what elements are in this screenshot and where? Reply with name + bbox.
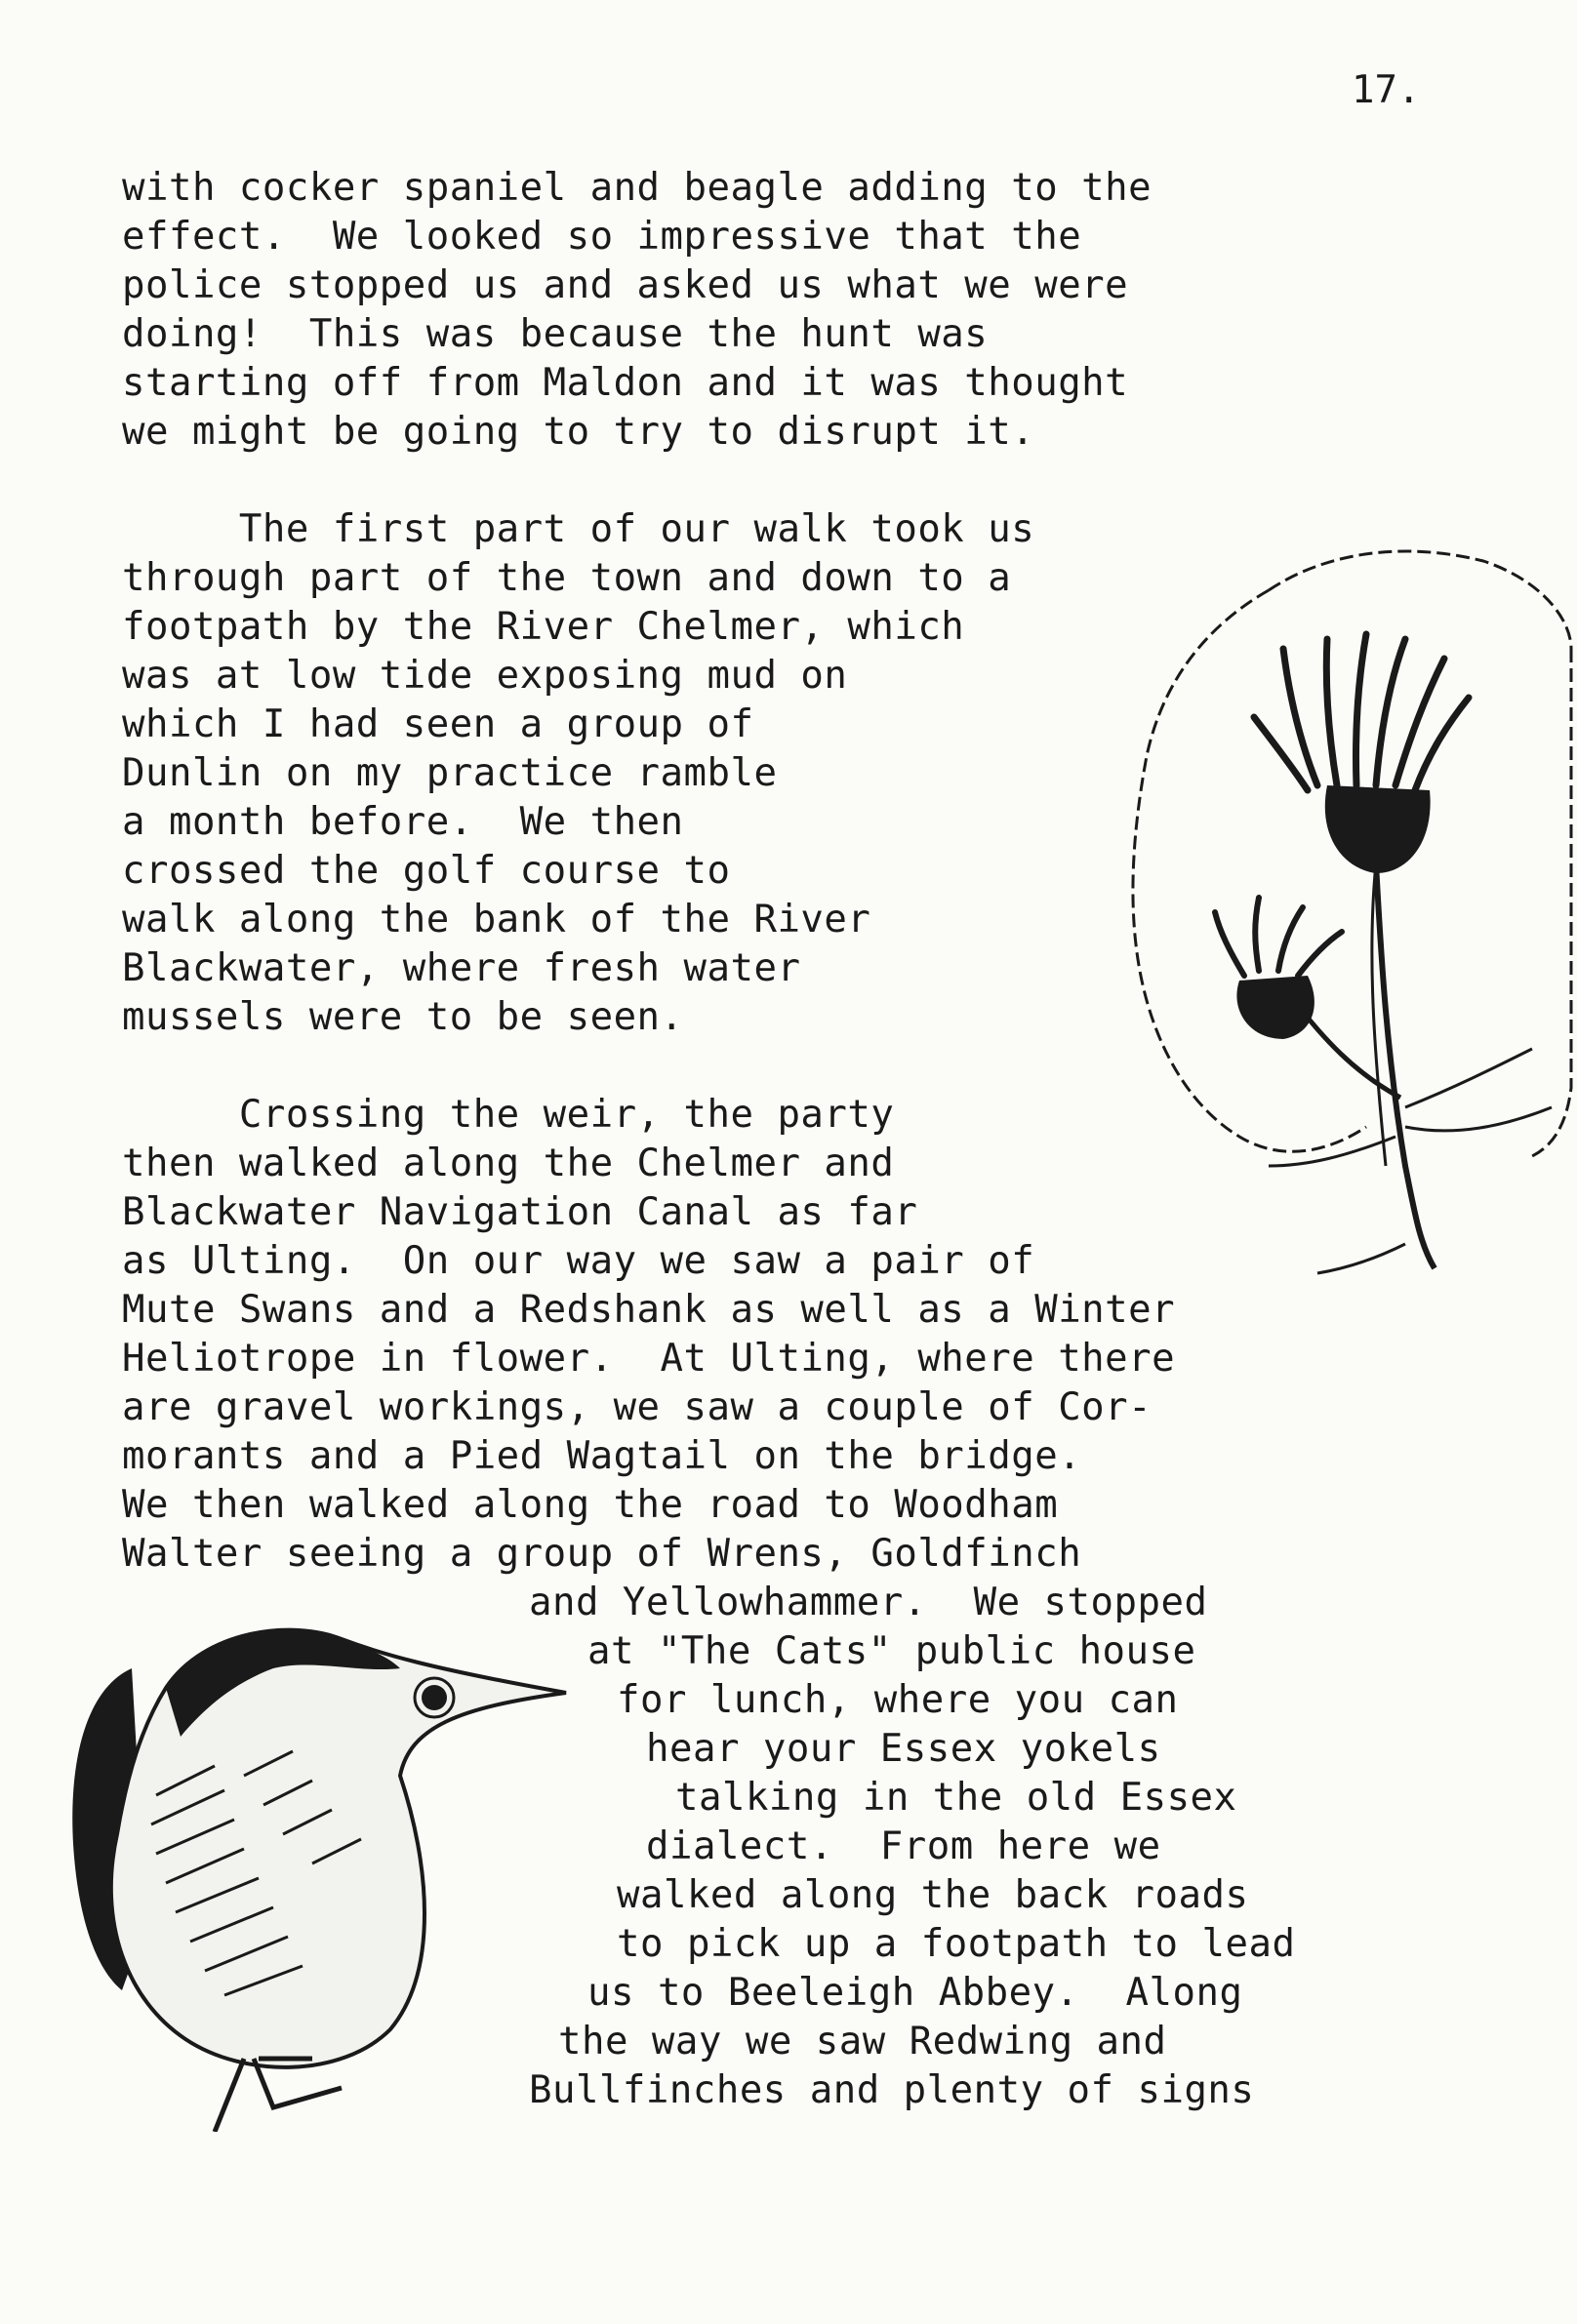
- text-line: police stopped us and asked us what we were: [122, 263, 1129, 307]
- text-line: dialect. From here we: [646, 1824, 1161, 1868]
- thistle-illustration: [1083, 541, 1577, 1283]
- text-line: morants and a Pied Wagtail on the bridge.: [122, 1434, 1082, 1478]
- text-line: walk along the bank of the River: [122, 898, 871, 942]
- text-line: us to Beeleigh Abbey. Along: [587, 1971, 1243, 2015]
- text-line: Walter seeing a group of Wrens, Goldfinch: [122, 1532, 1082, 1576]
- text-line: are gravel workings, we saw a couple of Cor-: [122, 1385, 1152, 1429]
- text-line: starting off from Maldon and it was thought: [122, 361, 1129, 405]
- text-line: Bullfinches and plenty of signs: [529, 2068, 1255, 2112]
- text-line: hear your Essex yokels: [646, 1727, 1161, 1771]
- text-line: as Ulting. On our way we saw a pair of: [122, 1239, 1035, 1283]
- page-number: 17.: [1352, 68, 1421, 112]
- text-line: We then walked along the road to Woodham: [122, 1483, 1059, 1527]
- text-line: which I had seen a group of: [122, 702, 754, 746]
- text-line: at "The Cats" public house: [587, 1629, 1196, 1673]
- text-line: with cocker spaniel and beagle adding to the: [122, 166, 1152, 210]
- text-line: talking in the old Essex: [675, 1776, 1237, 1820]
- text-line: a month before. We then: [122, 800, 684, 844]
- text-line: footpath by the River Chelmer, which: [122, 605, 965, 649]
- text-line: and Yellowhammer. We stopped: [529, 1581, 1208, 1624]
- text-line: was at low tide exposing mud on: [122, 654, 848, 698]
- text-line: for lunch, where you can: [617, 1678, 1179, 1722]
- text-line: through part of the town and down to a: [122, 556, 1012, 600]
- text-line: crossed the golf course to: [122, 849, 731, 893]
- text-line: Blackwater Navigation Canal as far: [122, 1190, 918, 1234]
- text-line: Heliotrope in flower. At Ulting, where there: [122, 1337, 1176, 1381]
- text-line: then walked along the Chelmer and: [122, 1142, 895, 1185]
- text-line: mussels were to be seen.: [122, 995, 684, 1039]
- text-line: we might be going to try to disrupt it.: [122, 410, 1035, 454]
- text-line: Mute Swans and a Redshank as well as a Winter: [122, 1288, 1176, 1332]
- wren-illustration: [20, 1600, 586, 2132]
- text-line: walked along the back roads: [617, 1873, 1249, 1917]
- text-line: doing! This was because the hunt was: [122, 312, 989, 356]
- text-line: Dunlin on my practice ramble: [122, 751, 778, 795]
- text-line: The first part of our walk took us: [122, 507, 1035, 551]
- text-line: to pick up a footpath to lead: [617, 1922, 1296, 1966]
- text-line: Blackwater, where fresh water: [122, 946, 801, 990]
- text-line: Crossing the weir, the party: [122, 1093, 895, 1137]
- text-line: the way we saw Redwing and: [558, 2020, 1167, 2064]
- text-line: effect. We looked so impressive that the: [122, 215, 1082, 259]
